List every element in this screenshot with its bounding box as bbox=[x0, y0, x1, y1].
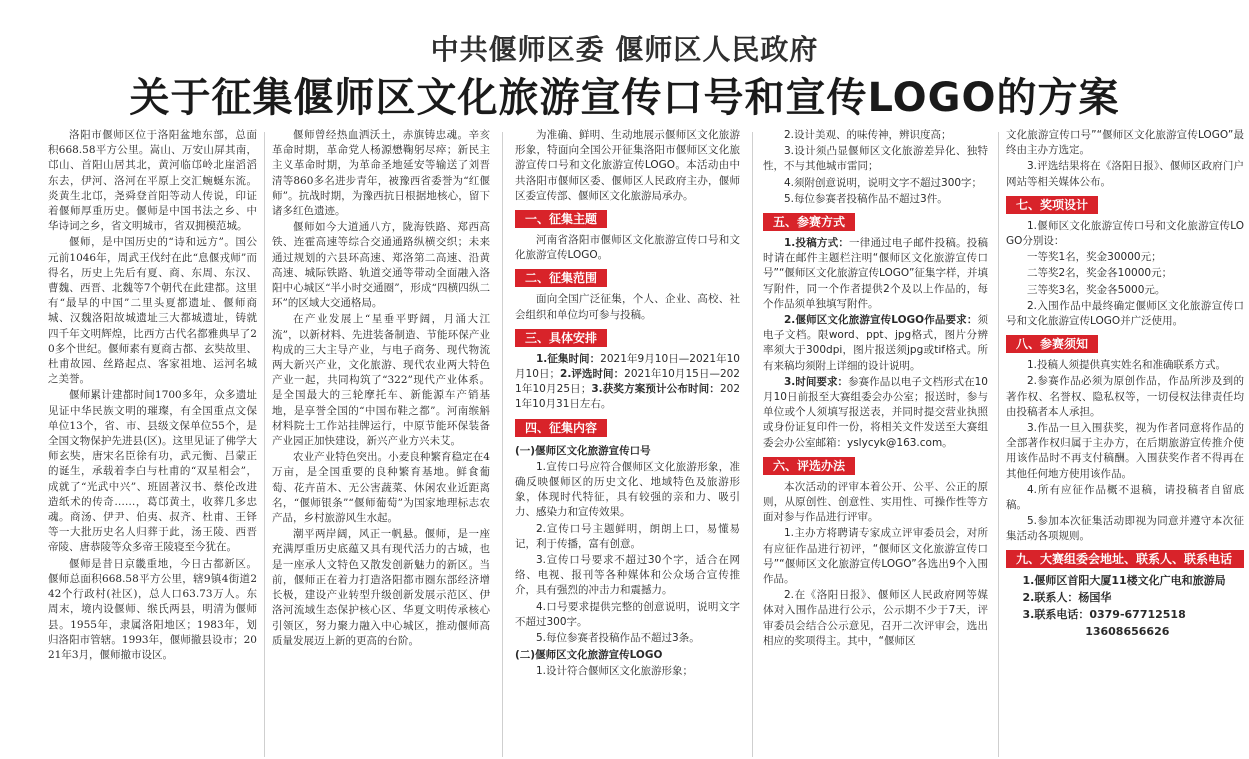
label: 1.投稿方式： bbox=[784, 237, 850, 250]
section-heading-awards: 七、奖项设计 bbox=[1006, 196, 1098, 214]
header bbox=[0, 0, 1249, 128]
contact-mobile: 13608656626 bbox=[1085, 624, 1170, 638]
section-heading-method: 五、参赛方式 bbox=[763, 213, 855, 231]
contact-address: 1.偃师区首阳大厦11楼文化广电和旅游局 bbox=[1022, 573, 1226, 587]
paragraph bbox=[763, 313, 988, 374]
paragraph: 1.偃师区文化旅游宣传口号和文化旅游宣传LOGO分别设： bbox=[1006, 219, 1244, 248]
column-3 bbox=[515, 128, 740, 759]
schedule-paragraph bbox=[515, 352, 740, 413]
label: 2.偃师区文化旅游宣传LOGO作品要求： bbox=[784, 314, 978, 327]
paragraph: 5.参加本次征集活动即视为同意并遵守本次征集活动各项规则。 bbox=[1006, 515, 1244, 543]
column-5 bbox=[1006, 128, 1244, 759]
section-heading-schedule: 三、具体安排 bbox=[515, 329, 607, 347]
paragraph: 偃师，是中国历史的“诗和远方”。国公元前1046年，周武王伐纣在此“息偃戎师”而得名，历史上先后有夏、商、东周、东汉、曹魏、西晋、北魏等7个朝代在此建都。这里有“最早的中国”二里头夏都遗址、偃师商城、汉魏洛阳故城遗址三大都城遗址，铸就四千年文明辉煌，比西方古代名都雅典早了20多个世纪。偃师素有夏商古都、玄奘故里、杜甫故园、丝路起点、客家祖地、运河名城之美誉。 bbox=[48, 236, 257, 386]
value: 2021年10月15日—2021年10月25日； bbox=[515, 368, 740, 396]
paragraph: 3.设计须凸显偃师区文化旅游差异化、独特性，不与其他城市雷同； bbox=[763, 145, 988, 173]
paragraph: 3.评选结果将在《洛阳日报》、偃师区政府门户网站等相关媒体公布。 bbox=[1006, 160, 1244, 188]
paragraph: 2.设计美观、的味传神，辨识度高； bbox=[784, 129, 952, 141]
paragraph: 2.参赛作品必须为原创作品，作品所涉及到的著作权、名誉权、隐私权等，一切侵权法律责任均由投稿者本人承担。 bbox=[1006, 375, 1244, 418]
paragraph: 潮平两岸阔，风正一帆悬。偃师，是一座充满厚重历史底蕴又具有现代活力的古城，也是一座承人文特色又散发创新魅力的新区。当前，偃师正在着力打造洛阳都市圈东部经济增长极，建设产业转型升级创新发展示范区、伊洛河流域生态保护核心区、华夏文明传承核心引领区，努力聚力融入中心城区，推动偃师高质量发展迈上新的更高的台阶。 bbox=[272, 528, 490, 647]
paragraph: 3.作品一旦入围获奖，视为作者同意将作品的全部著作权归属于主办方，在后期旅游宣传推介使用该作品时不再支付稿酬。入围获奖作者不得再在其他任何地方使用该作品。 bbox=[1006, 422, 1244, 480]
value: 一律通过电子邮件投稿。投稿时请在邮件主题栏注明“偃师区文化旅游宣传口号”“偃师区文化旅游宣传LOGO”征集字样，并填写附件，同一个作者提供2个及以上作品的，每个作品须单独填写附件。 bbox=[763, 237, 988, 310]
subheading: (二)偃师区文化旅游宣传LOGO bbox=[515, 649, 663, 662]
subheading: (一)偃师区文化旅游宣传口号 bbox=[515, 444, 651, 457]
paragraph: 三等奖3名，奖金各5000元。 bbox=[1027, 283, 1166, 296]
section-heading-contact: 九、大赛组委会地址、联系人、联系电话 bbox=[1006, 550, 1244, 568]
paragraph: 5.每位参赛者投稿作品不超过3条。 bbox=[536, 632, 700, 645]
label: 3.时间要求： bbox=[784, 375, 849, 388]
paragraph: 4.所有应征作品概不退稿，请投稿者自留底稿。 bbox=[1006, 483, 1244, 512]
contact-phone: 3.联系电话：0379-67712518 bbox=[1022, 607, 1186, 621]
paragraph: 2.在《洛阳日报》、偃师区人民政府网等媒体对入围作品进行公示，公示期不少于7天，评审委员会结合公示意见，召开二次评审会，选出相应的奖项得主。其中，“偃师区 bbox=[763, 589, 988, 647]
paragraph: 2.宣传口号主题鲜明，朗朗上口，易懂易记，利于传播，富有创意。 bbox=[515, 522, 740, 550]
section-heading-content: 四、征集内容 bbox=[515, 419, 607, 437]
paragraph: 1.设计符合偃师区文化旅游形象； bbox=[536, 665, 694, 678]
paragraph: 一等奖1名，奖金30000元； bbox=[1027, 251, 1162, 264]
paragraph bbox=[763, 236, 988, 312]
column-1 bbox=[48, 128, 257, 759]
paragraph: 2.入围作品中最终确定偃师区文化旅游宣传口号和文化旅游宣传LOGO并广泛使用。 bbox=[1006, 299, 1244, 328]
section-heading-theme: 一、征集主题 bbox=[515, 210, 607, 228]
section-heading-notice: 八、参赛须知 bbox=[1006, 335, 1098, 353]
page-title: 关于征集偃师区文化旅游宣传口号和宣传LOGO的方案 bbox=[129, 75, 1120, 121]
paragraph: 4.须附创意说明，说明文字不超过300字； bbox=[784, 176, 983, 189]
paragraph: 偃师是昔日京畿重地，今日古都新区。偃师总面积668.58平方公里，辖9镇4街道242个行政村(社区)，总人口63.73万人。东周末，境内设偃师、缑氏两县，明清为偃师县。1955年，隶属洛阳地区；1983年，划归洛阳市管辖。1993年，偃师撤县设市；2021年3月，偃师撤市设区。 bbox=[48, 557, 257, 661]
column-4 bbox=[763, 128, 988, 759]
paragraph bbox=[763, 375, 988, 451]
paragraph: 1.宣传口号应符合偃师区文化旅游形象，准确反映偃师区的历史文化、地域特色及旅游形象，体现时代特征，具有较强的亲和力、吸引力、感染力和宣传效果。 bbox=[515, 460, 740, 519]
contact-info bbox=[1006, 573, 1244, 640]
paragraph: 偃师如今大道通八方，陇海铁路、郑西高铁、连霍高速等综合交通通路纵横交织；未来通过规划的六县环高速、郑洛第二高速、沿黄高速、城际铁路、轨道交通等带动全面融入洛阳中心城区“半小时交通圈”，形成“四横四纵二环”的区域大交通格局。 bbox=[272, 221, 490, 310]
paragraph: 4.口号要求提供完整的创意说明，说明文字不超过300字。 bbox=[515, 600, 740, 628]
section-heading-scope: 二、征集范围 bbox=[515, 269, 607, 287]
article-body bbox=[48, 128, 1244, 759]
contact-person: 2.联系人：杨国华 bbox=[1022, 590, 1112, 604]
paragraph: 3.宣传口号要求不超过30个字，适合在网络、电视、报刊等各种媒体和公众场合宣传推介，具有强烈的冲击力和震撼力。 bbox=[515, 554, 740, 597]
paragraph: 面向全国广泛征集，个人、企业、高校、社会组织和单位均可参与投稿。 bbox=[515, 293, 740, 321]
label: 2.评选时间： bbox=[560, 368, 625, 381]
paragraph: 洛阳市偃师区位于洛阳盆地东部，总面积668.58平方公里。嵩山、万安山屏其南，邙山、首阳山居其北，黄河临邙岭北崖滔滔东去，伊河、洛河在平原上交汇蜿蜒东流。炎黄生北邙，尧舜登首阳等动人传说，印证着偃师厚重历史。偃师是中国书法之乡、中华诗词之乡，省文明城市，省双拥模范城。 bbox=[48, 129, 257, 233]
label: 1.征集时间： bbox=[536, 352, 601, 365]
value: 参赛作品以电子文档形式在10月10日前报至大赛组委会办公室；报送时，参与单位或个人须填写报送表，并同时提交营业执照或身份证复印件一份，将相关文件发送至大赛组委会办公室邮箱：yslycyk@163.com。 bbox=[763, 375, 988, 449]
value: 2021年10月31日左右。 bbox=[515, 383, 740, 411]
intro-paragraph: 为准确、鲜明、生动地展示偃师区文化旅游形象，特面向全国公开征集洛阳市偃师区文化旅游宣传口号和文化旅游宣传LOGO。本活动由中共洛阳市偃师区委、偃师区人民政府主办，偃师区委宣传部、偃师区文化旅游局承办。 bbox=[515, 129, 740, 202]
label: 3.获奖方案预计公布时间： bbox=[591, 383, 720, 396]
paragraph: 二等奖2名，奖金各10000元； bbox=[1027, 267, 1173, 280]
paragraph: 本次活动的评审本着公开、公平、公正的原则，从原创性、创意性、实用性、可操作性等方面对参与作品进行评审。 bbox=[763, 480, 988, 524]
column-2 bbox=[272, 128, 490, 759]
paragraph: 1.投稿人须提供真实姓名和准确联系方式。 bbox=[1027, 359, 1227, 372]
value: 2021年9月10日—2021年10月10日； bbox=[515, 352, 740, 381]
paragraph: 农业产业特色突出。小麦良种繁育稳定在4万亩，是全国重要的良种繁育基地。鲜食葡萄、花卉苗木、无公害蔬菜、休闲农业近距离名，“偃师银条”“偃师葡萄”为国家地理标志农产品，乡村旅游风生水起。 bbox=[272, 451, 490, 525]
paragraph: 5.每位参赛者投稿作品不超过3件。 bbox=[784, 192, 948, 205]
paragraph: 1.主办方将聘请专家成立评审委员会，对所有应征作品进行初评，“偃师区文化旅游宣传口号”“偃师区文化旅游宣传LOGO”各选出9个入围作品。 bbox=[763, 527, 988, 586]
paragraph: 偃师曾经热血洒沃土，赤旗铸忠魂。辛亥革命时期，革命党人杨源懋鞠躬尽瘁；新民主主义革命时期，为革命圣地延安等输送了刘晋清等860多名进步青年，被豫西省委誉为“红偃师”。抗战时期，为豫西抗日根据地核心，留下诸多红色遗迹。 bbox=[272, 129, 490, 218]
paragraph: 在产业发展上“星垂平野阔，月涌大江流”，以新材料、先进装备制造、节能环保产业构成的三大主导产业，与电子商务、现代物流两大新兴产业，文化旅游、现代农业两大特色产业一起，共同构筑了“322”现代产业体系。是全国最大的三轮摩托车、新能源车产销基地，是享誉全国的“中国布鞋之都”。河南缑斛材料院士工作站挂牌运行，中原节能环保装备产业园正加快建设，新兴产业方兴未艾。 bbox=[272, 313, 490, 448]
issuer-title: 中共偃师区委 偃师区人民政府 bbox=[430, 33, 819, 66]
paragraph: 河南省洛阳市偃师区文化旅游宣传口号和文化旅游宣传LOGO。 bbox=[515, 234, 740, 262]
section-heading-evaluation: 六、评选办法 bbox=[763, 457, 855, 475]
paragraph: 文化旅游宣传口号”“偃师区文化旅游宣传LOGO”最终由主办方选定。 bbox=[1006, 129, 1244, 157]
paragraph: 偃师累计建都时间1700多年，众多遗址见证中华民族文明的璀璨，有全国重点文保单位13个，省、市、县级文保单位55个，是全国文物保护先进县(区)。这里见证了佛学大师玄奘，唐宋名臣徐有功，武元衡、吕蒙正的诞生，承载着李白与杜甫的“双星相会”，成就了“光武中兴”、班固著汉书、蔡伦改进造纸术的传奇……，葛邙黄土，收葬几多忠魂。商汤、伊尹、伯夷、叔齐、杜甫、王铎等一大批历史名人归葬于此，汤王陵、西晋帝陵、唐恭陵等众多帝王陵寝至今犹在。 bbox=[48, 389, 257, 554]
value: 须电子文档。限word、ppt、jpg格式，图片分辨率须大于300dpi，图片报送须jpg或tif格式。所有来稿均须附上详细的设计说明。 bbox=[763, 314, 988, 372]
